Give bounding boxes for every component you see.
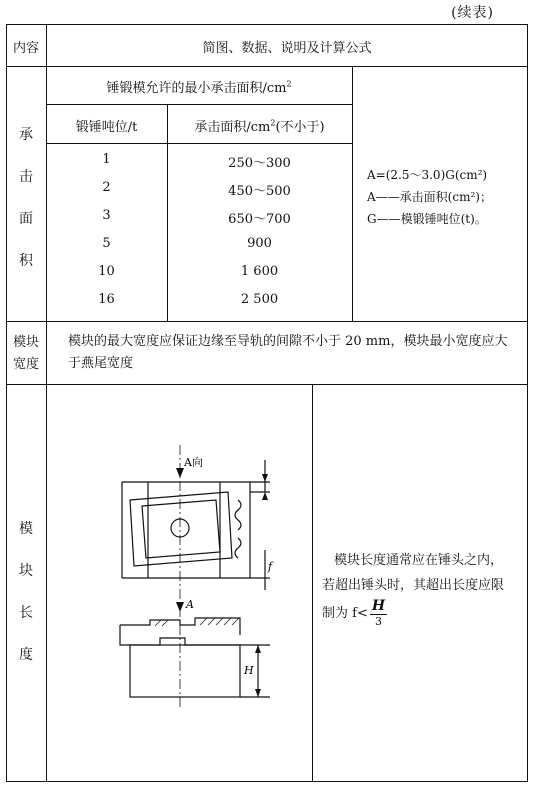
length-label-char-2: 块	[19, 563, 33, 579]
width-description: 模块的最大宽度应保证边缘至导轨的间隙不小于 20 mm，模块最小宽度应大于燕尾宽度	[68, 334, 508, 371]
table-cell-tonnage: 5	[102, 236, 111, 251]
impact-formula-divider	[352, 66, 353, 321]
impact-label-char-2: 击	[19, 169, 33, 185]
table-cell-tonnage: 3	[102, 208, 111, 223]
table-cell-area: 900	[247, 236, 272, 251]
table-cell-tonnage: 10	[98, 264, 115, 279]
col-head-impact-area: 承击面积$/cm^2$(不小于)	[194, 118, 325, 135]
header-divider	[6, 66, 528, 67]
length-desc-line1: 模块长度通常应在锤头之内，	[334, 553, 504, 568]
length-label-char-3: 长	[19, 605, 33, 621]
table-caption: (续表)	[451, 5, 494, 21]
impact-bottom-divider	[6, 321, 528, 322]
length-limit-fraction: H 3	[371, 598, 386, 628]
table-cell-tonnage: 2	[102, 180, 111, 195]
table-cell-area: 1 600	[240, 264, 279, 279]
table-cell-tonnage: 16	[98, 292, 115, 307]
length-desc-line3: 制为 f< H 3	[322, 598, 386, 628]
dimension-f-label: f	[268, 560, 273, 573]
width-label-line1: 模块	[12, 335, 39, 350]
impact-colhead-divider	[46, 143, 352, 144]
table-cell-area: 2 500	[240, 292, 279, 307]
length-desc-line2: 若超出锤头时，其超出长度应限	[322, 578, 505, 593]
header-content-label: 内容	[12, 41, 39, 56]
header-description-label: 简图、数据、说明及计算公式	[202, 41, 372, 56]
width-bottom-divider	[6, 384, 528, 385]
table-cell-area: 450～500	[228, 184, 291, 199]
length-desc-divider	[312, 384, 313, 782]
col-head-hammer-tonnage: 锻锤吨位/t	[75, 120, 138, 135]
length-label-char-1: 模	[19, 521, 33, 537]
table-cell-area: 250～300	[228, 156, 291, 171]
view-direction-label: A向	[184, 456, 203, 469]
width-label-line2: 宽度	[12, 357, 39, 372]
label-column-divider	[46, 24, 47, 782]
impact-label-char-3: 面	[19, 211, 33, 227]
impact-label-char-4: 积	[19, 253, 33, 269]
table-cell-tonnage: 1	[102, 152, 111, 167]
dimension-h-label: H	[244, 664, 254, 677]
formula-def-g: G——模锻锤吨位(t)。	[367, 212, 487, 226]
section-arrow-label: A	[186, 598, 194, 611]
impact-table-title: 锤锻模允许的最小承击面积$/cm^2$	[106, 79, 292, 96]
impact-label-char-1: 承	[19, 127, 33, 143]
impact-title-divider	[46, 104, 352, 105]
formula-main: A=(2.5～3.0)G(cm²)	[367, 168, 488, 182]
die-block-diagram	[100, 440, 280, 720]
formula-def-a: A——承击面积(cm²)；	[367, 190, 492, 204]
length-label-char-4: 度	[19, 647, 33, 663]
table-cell-area: 650～700	[228, 212, 291, 227]
